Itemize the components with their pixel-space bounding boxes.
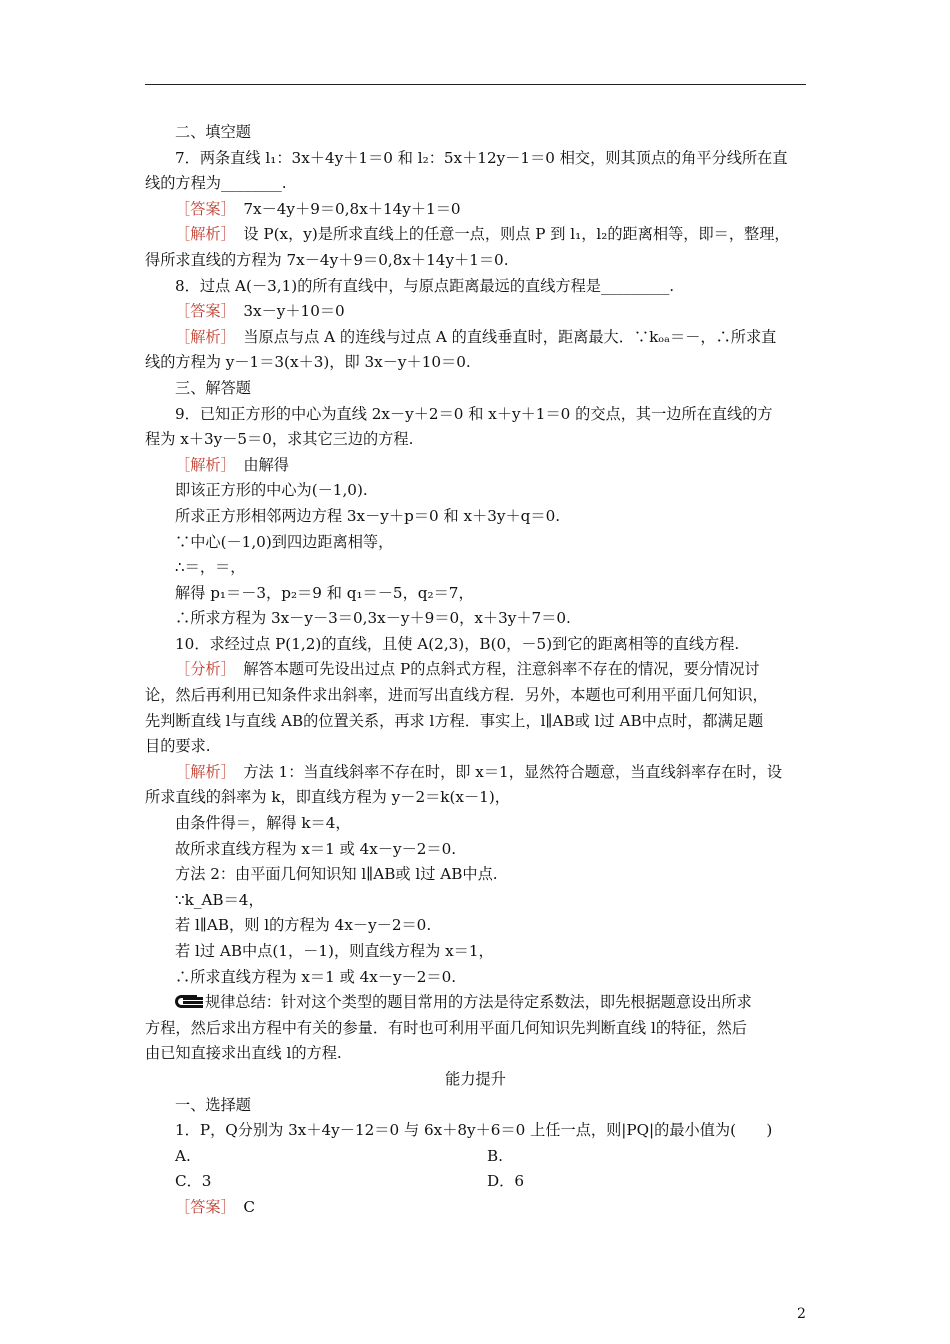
question-9-cont: 程为 x＋3y－5＝0，求其它三边的方程.	[145, 430, 414, 449]
question-7: 7．两条直线 l₁：3x＋4y＋1＝0 和 l₂：5x＋12y－1＝0 相交，则其顶点的角平分线所在直	[175, 148, 788, 167]
section-heading-solve: 三、解答题	[175, 378, 251, 397]
solution-line: 所求正方形相邻两边方程 3x－y＋p＝0 和 x＋3y＋q＝0.	[175, 506, 561, 525]
analysis-7: ［解析］ 设 P(x，y)是所求直线上的任意一点，则点 P 到 l₁，l₂的距离相等，即＝，整理，	[175, 225, 790, 244]
question-1: 1．P，Q分别为 3x＋4y－12＝0 与 6x＋8y＋6＝0 上任一点，则|PQ|的最小值为( )	[175, 1121, 773, 1140]
analysis-8: ［解析］ 当原点与点 A 的连线与过点 A 的直线垂直时，距离最大．∵kₒₐ＝－，∴所求直	[175, 327, 777, 346]
analysis-tag: ［解析］	[175, 225, 229, 244]
options-row-2	[145, 1169, 806, 1195]
solution-line: 由条件得＝，解得 k＝4，	[175, 814, 351, 833]
analysis-10-outline-cont: 论，然后再利用已知条件求出斜率，进而写出直线方程．另外，本题也可利用平面几何知识，	[145, 686, 768, 705]
answer-tag: ［答案］	[175, 1197, 229, 1216]
solution-line: 若 l过 AB中点(1，－1)，则直线方程为 x＝1，	[175, 942, 494, 960]
solution-line: 方法 2：由平面几何知识知 l∥AB或 l过 AB中点.	[175, 865, 498, 884]
summary-logo-icon	[175, 993, 205, 1009]
option-a: A.	[175, 1146, 191, 1165]
analysis-7-cont: 得所求直线的方程为 7x－4y＋9＝0,8x＋14y＋1＝0.	[145, 250, 509, 269]
analysis-tag: ［解析］	[175, 762, 229, 781]
option-c: C．3	[175, 1172, 212, 1191]
question-10: 10．求经过点 P(1,2)的直线，且使 A(2,3)，B(0，－5)到它的距离相等的直线方程.	[175, 634, 740, 653]
section-title-ability: 能力提升	[445, 1069, 506, 1088]
analysis-8-cont: 线的方程为 y－1＝3(x＋3)，即 3x－y＋10＝0.	[145, 353, 471, 372]
analysis-10: ［解析］ 方法 1：当直线斜率不存在时，即 x＝1，显然符合题意，当直线斜率存在时，设	[175, 762, 783, 781]
answer-tag: ［答案］	[175, 302, 229, 321]
question-7-cont: 线的方程为________.	[145, 174, 287, 193]
outline-tag: ［分析］	[175, 660, 229, 679]
solution-line: ∴所求直线方程为 x＝1 或 4x－y－2＝0.	[175, 967, 457, 986]
solution-line: 若 l∥AB，则 l的方程为 4x－y－2＝0.	[175, 916, 432, 935]
answer-1: ［答案］ C	[175, 1197, 255, 1216]
analysis-9: ［解析］ 由解得	[175, 455, 289, 474]
header-rule	[145, 84, 806, 85]
analysis-10-outline-cont: 目的要求.	[145, 737, 211, 756]
answer-8: ［答案］ 3x－y＋10＝0	[175, 302, 345, 321]
document-body	[145, 120, 806, 1221]
option-b: B.	[487, 1146, 503, 1165]
section-heading-fill-in: 二、填空题	[175, 123, 251, 141]
analysis-tag: ［解析］	[175, 327, 229, 346]
solution-line: 即该正方形的中心为(－1,0).	[175, 481, 368, 500]
answer-7: ［答案］ 7x－4y＋9＝0,8x＋14y＋1＝0	[175, 199, 461, 218]
solution-line: 解得 p₁＝－3，p₂＝9 和 q₁＝－5，q₂＝7，	[175, 583, 474, 602]
question-8: 8．过点 A(－3,1)的所有直线中，与原点距离最远的直线方程是_________.	[175, 276, 675, 295]
section-heading-choice: 一、选择题	[175, 1095, 251, 1114]
solution-line: 故所求直线方程为 x＝1 或 4x－y－2＝0.	[175, 839, 457, 858]
question-9: 9．已知正方形的中心为直线 2x－y＋2＝0 和 x＋y＋1＝0 的交点，其一边所在直线的方	[175, 404, 773, 423]
analysis-10-outline-cont: 先判断直线 l与直线 AB的位置关系，再求 l方程．事实上，l∥AB或 l过 AB中点时，都满足题	[145, 711, 764, 730]
analysis-tag: ［解析］	[175, 455, 229, 474]
solution-line: ∵k_AB＝4，	[175, 890, 264, 909]
options-row-1	[145, 1144, 806, 1170]
solution-line: ∴＝，＝，	[175, 558, 246, 577]
option-d: D．6	[487, 1172, 525, 1191]
page-number: 2	[797, 1306, 806, 1322]
analysis-10-outline: ［分析］ 解答本题可先设出过点 P的点斜式方程，注意斜率不存在的情况，要分情况讨	[175, 660, 760, 679]
solution-line: ∵中心(－1,0)到四边距离相等，	[175, 532, 394, 551]
rule-summary: 规律总结：针对这个类型的题目常用的方法是待定系数法，即先根据题意设出所求	[145, 990, 806, 1016]
rule-summary-cont: 方程，然后求出方程中有关的参量．有时也可利用平面几何知识先判断直线 l的特征，然后	[145, 1018, 747, 1037]
analysis-10-cont: 所求直线的斜率为 k，即直线方程为 y－2＝k(x－1)，	[145, 788, 510, 807]
rule-summary-cont: 由已知直接求出直线 l的方程.	[145, 1044, 342, 1063]
answer-tag: ［答案］	[175, 199, 229, 218]
solution-line: ∴所求方程为 3x－y－3＝0,3x－y＋9＝0，x＋3y＋7＝0.	[175, 609, 571, 628]
